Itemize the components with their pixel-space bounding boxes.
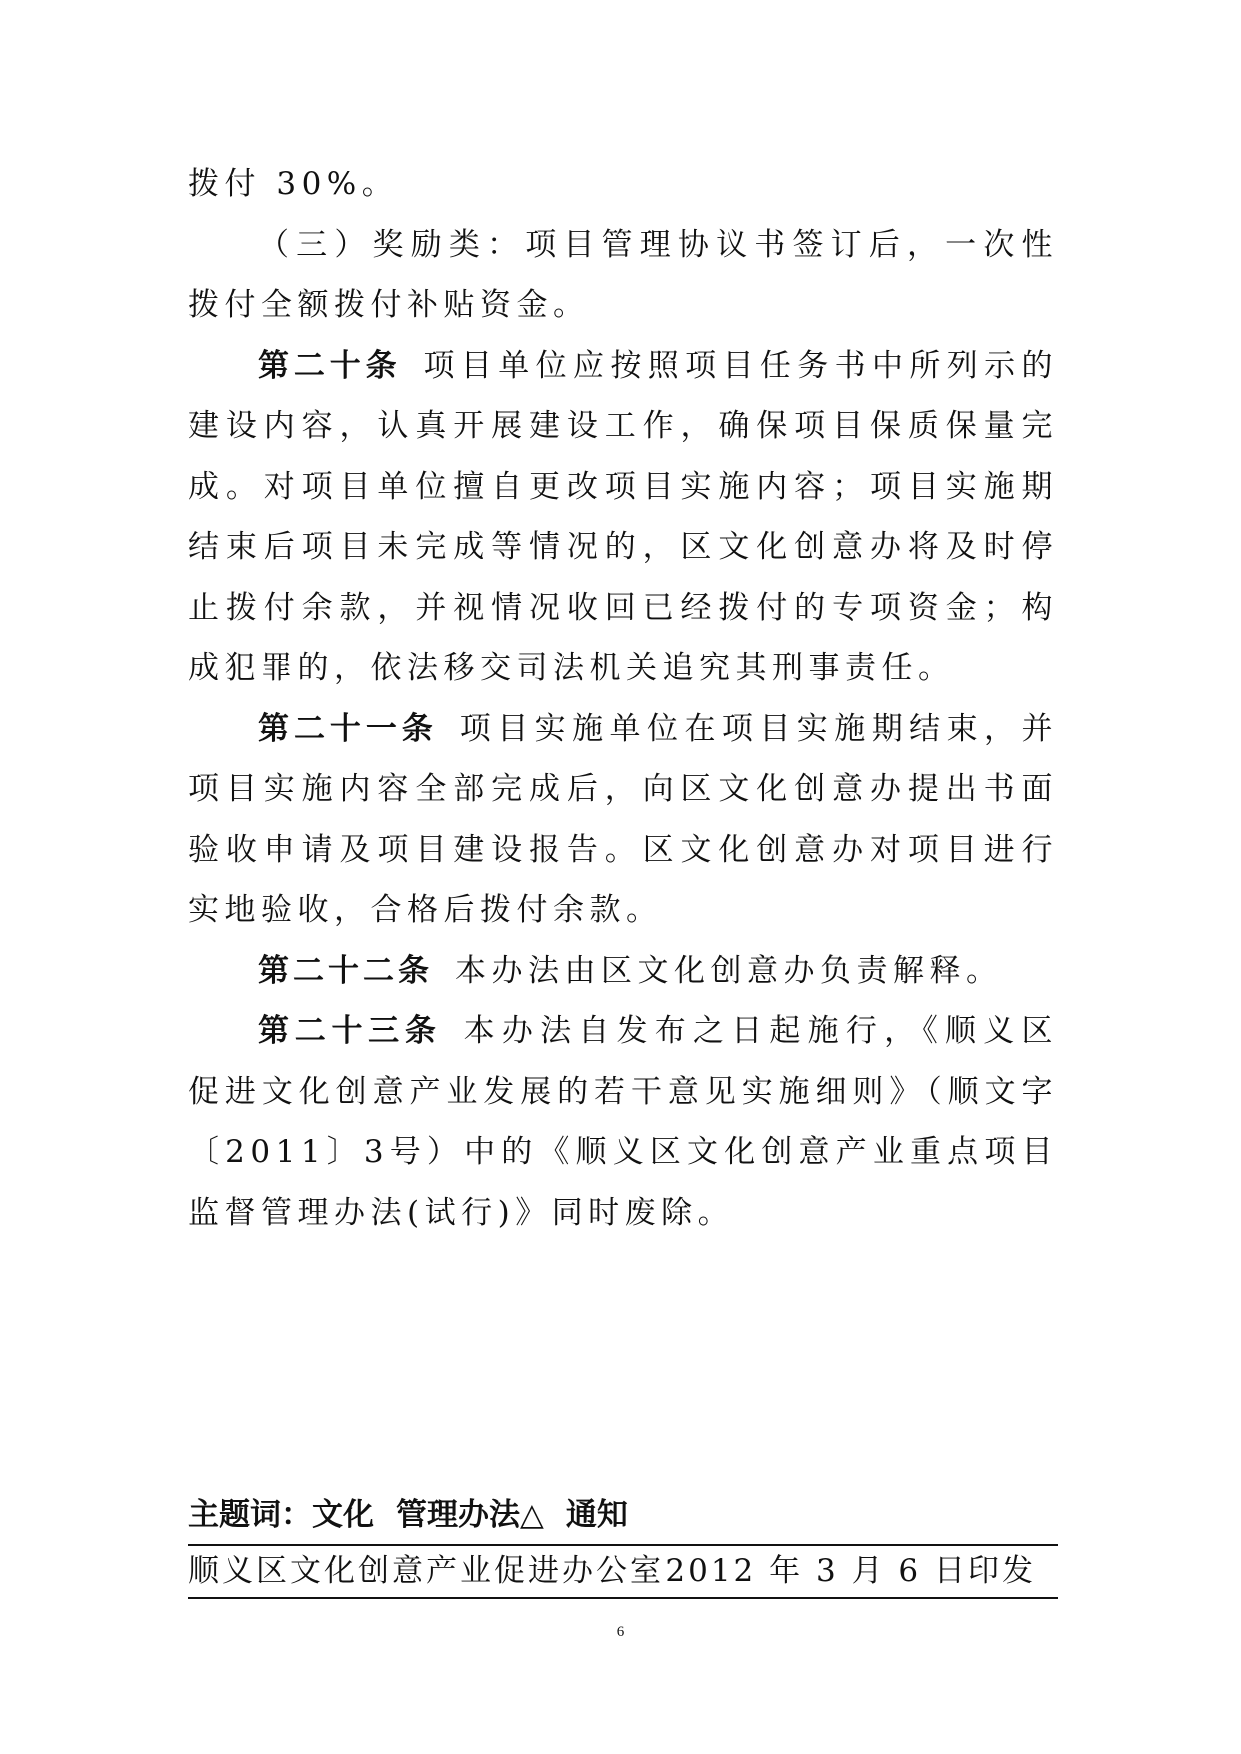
article-21-title: 第二十一条 — [258, 710, 438, 747]
keywords-divider — [188, 1544, 1058, 1546]
article-21-text: 项目实施单位在项目实施期结束，并项目实施内容全部完成后，向区文化创意办提出书面验收申请及项目建设报告。区文化创意办对项目进行实地验收，合格后拨付余款。 — [188, 710, 1058, 928]
subject-keywords — [188, 1490, 1058, 1540]
issuer-divider — [188, 1597, 1058, 1599]
article-22-title: 第二十二条 — [258, 952, 433, 989]
keyword-item: 管理办法△ — [396, 1497, 544, 1533]
page-number: 6 — [616, 1624, 625, 1640]
keyword-item: 通知 — [565, 1497, 628, 1533]
article-21 — [188, 699, 1058, 941]
issue-date: 2012 年 3 月 6 日印发 — [665, 1553, 1036, 1589]
article-23 — [188, 1001, 1058, 1243]
paragraph-continuation: 拨付 30%。 — [188, 166, 399, 202]
article-22 — [188, 941, 1058, 1002]
issuer-line — [188, 1548, 1058, 1594]
article-20-text: 项目单位应按照项目任务书中所列示的建设内容，认真开展建设工作，确保项目保质保量完成。对项目单位擅自更改项目实施内容；项目实施期结束后项目未完成等情况的，区文化创意办将及时停止拨付余款，并视情况收回已经拨付的专项资金；构成犯罪的，依法移交司法机关追究其刑事责任。 — [188, 347, 1058, 686]
article-20 — [188, 336, 1058, 699]
paragraph-reward-category: （三）奖励类：项目管理协议书签订后，一次性拨付全额拨付补贴资金。 — [188, 226, 1058, 323]
issuer-name: 顺义区文化创意产业促进办公室 — [188, 1553, 664, 1589]
keywords-label: 主题词： — [188, 1497, 312, 1533]
article-22-text: 本办法由区文化创意办负责解释。 — [455, 952, 1003, 989]
article-23-title: 第二十三条 — [258, 1013, 442, 1049]
article-23-text: 本办法自发布之日起施行，《顺义区促进文化创意产业发展的若干意见实施细则》（顺文字〔2011〕3号）中的《顺义区文化创意产业重点项目监督管理办法(试行)》同时废除。 — [188, 1013, 1058, 1231]
article-20-title: 第二十条 — [258, 347, 402, 384]
keyword-item: 文化 — [312, 1497, 374, 1533]
document-body — [188, 154, 1058, 1243]
